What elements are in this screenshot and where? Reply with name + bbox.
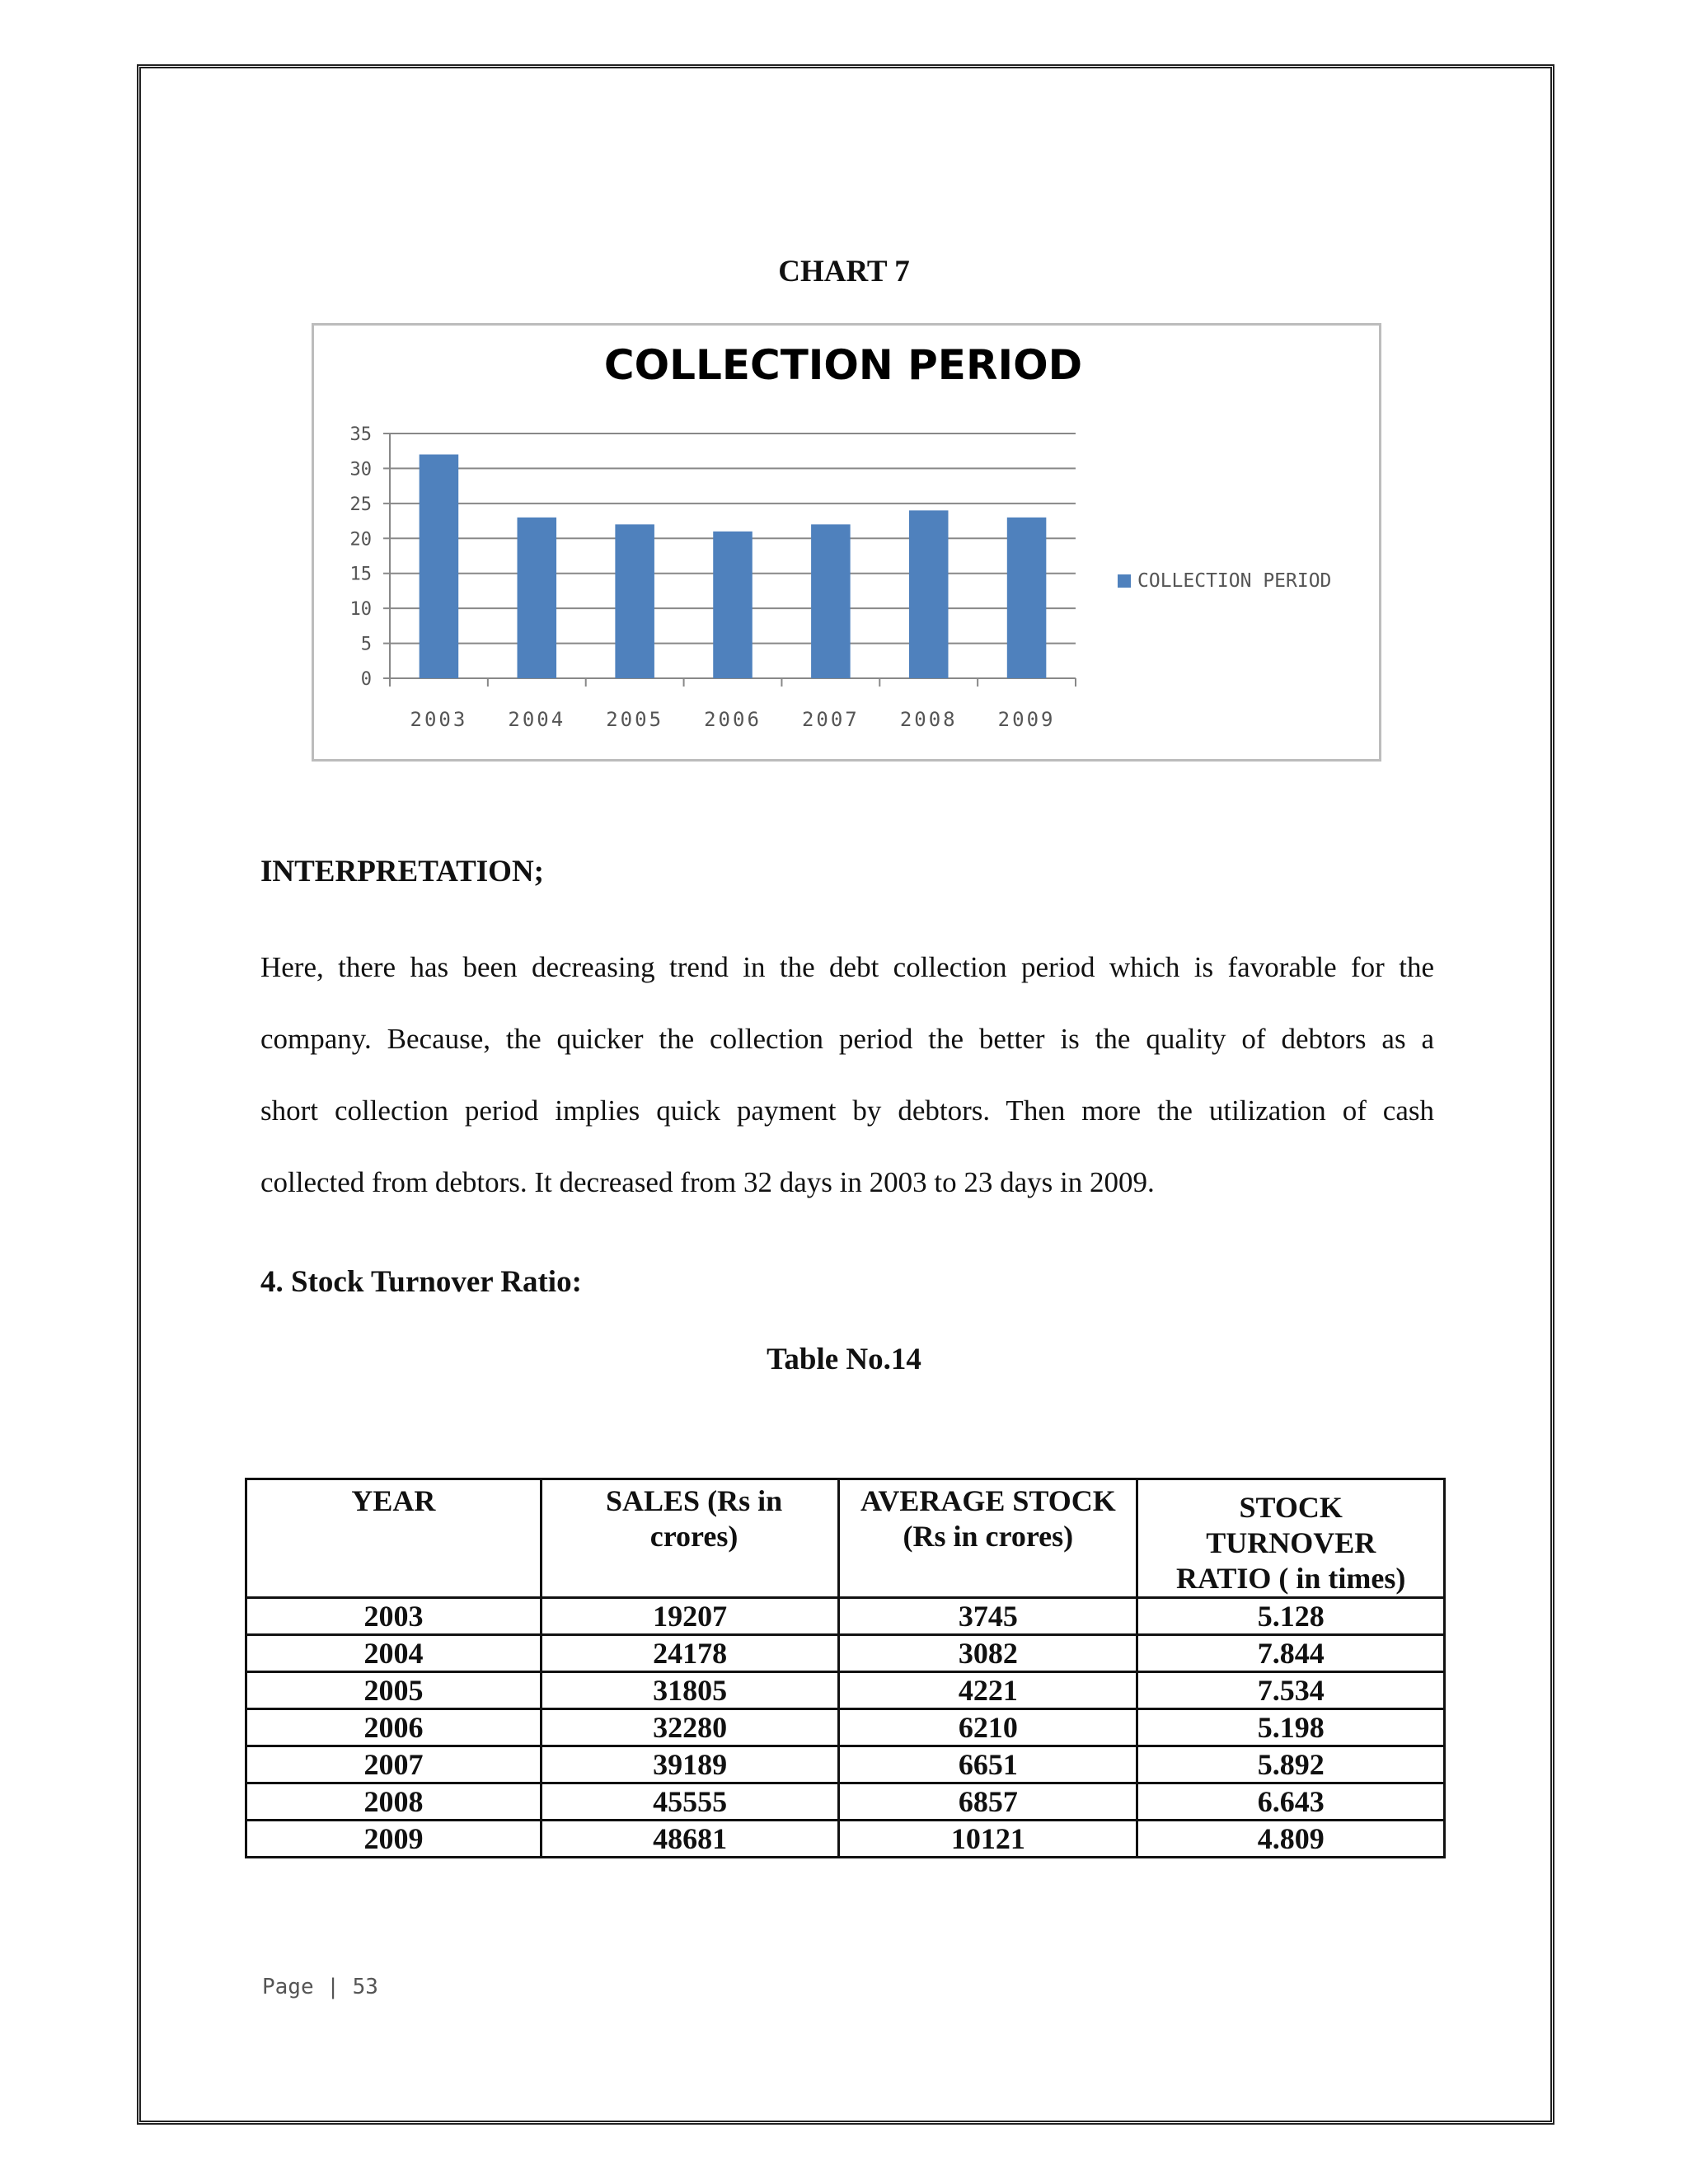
cell-average-stock: 10121	[839, 1821, 1137, 1858]
cell-average-stock: 6651	[839, 1746, 1137, 1783]
cell-ratio: 7.844	[1137, 1635, 1445, 1672]
cell-sales: 31805	[541, 1672, 838, 1709]
chart-legend	[1118, 570, 1331, 592]
y-tick-label: 5	[360, 634, 372, 655]
table-row	[246, 1746, 1445, 1783]
x-tick-label: 2008	[899, 708, 958, 731]
cell-year: 2009	[246, 1821, 542, 1858]
cell-ratio: 5.128	[1137, 1598, 1445, 1635]
interpretation-paragraph	[260, 931, 1434, 1218]
y-tick-label: 30	[349, 459, 372, 480]
y-tick-label: 35	[349, 424, 372, 445]
column-header-average-stock: AVERAGE STOCK (Rs in crores)	[839, 1479, 1137, 1598]
paragraph-line: Here, there has been decreasing trend in the debt collection period which is favorable for the	[260, 951, 1434, 983]
interpretation-heading: INTERPRETATION;	[260, 855, 545, 888]
table-row	[246, 1672, 1445, 1709]
bar-2009	[1007, 518, 1047, 678]
page-number: Page | 53	[262, 1975, 378, 1999]
bar-2008	[909, 510, 949, 678]
cell-year: 2008	[246, 1783, 542, 1821]
cell-sales: 48681	[541, 1821, 838, 1858]
cell-year: 2005	[246, 1672, 542, 1709]
chart-frame	[312, 323, 1381, 762]
table-row	[246, 1635, 1445, 1672]
table-row	[246, 1598, 1445, 1635]
column-header-stock-turnover-ratio: STOCK TURNOVER RATIO ( in times)	[1137, 1479, 1445, 1598]
cell-average-stock: 4221	[839, 1672, 1137, 1709]
y-tick-label: 0	[360, 669, 372, 690]
paragraph-line: collected from debtors. It decreased from 32 days in 2003 to 23 days in 2009.	[260, 1166, 1155, 1198]
cell-average-stock: 3745	[839, 1598, 1137, 1635]
bar-2005	[615, 524, 654, 678]
cell-sales: 39189	[541, 1746, 838, 1783]
legend-swatch	[1118, 574, 1131, 588]
cell-sales: 45555	[541, 1783, 838, 1821]
cell-ratio: 5.198	[1137, 1709, 1445, 1746]
x-tick-label: 2006	[704, 708, 762, 731]
cell-average-stock: 6857	[839, 1783, 1137, 1821]
table-caption: Table No.14	[767, 1343, 921, 1376]
collection-period-chart	[314, 326, 1379, 759]
x-tick-label: 2003	[410, 708, 468, 731]
y-tick-label: 25	[349, 494, 372, 515]
cell-sales: 32280	[541, 1709, 838, 1746]
x-tick-label: 2004	[508, 708, 566, 731]
table-row	[246, 1709, 1445, 1746]
bar-2006	[713, 532, 753, 678]
chart-heading: CHART 7	[778, 255, 910, 288]
stock-turnover-table	[245, 1478, 1446, 1858]
cell-sales: 24178	[541, 1635, 838, 1672]
cell-year: 2003	[246, 1598, 542, 1635]
x-tick-label: 2005	[606, 708, 664, 731]
bar-2004	[518, 518, 557, 678]
cell-average-stock: 3082	[839, 1635, 1137, 1672]
cell-year: 2007	[246, 1746, 542, 1783]
y-tick-label: 15	[349, 564, 372, 585]
cell-year: 2004	[246, 1635, 542, 1672]
y-tick-label: 10	[349, 599, 372, 621]
table-row	[246, 1821, 1445, 1858]
cell-average-stock: 6210	[839, 1709, 1137, 1746]
paragraph-line: short collection period implies quick payment by debtors. Then more the utilization of cash	[260, 1094, 1434, 1127]
cell-ratio: 7.534	[1137, 1672, 1445, 1709]
section-heading: 4. Stock Turnover Ratio:	[260, 1265, 582, 1299]
cell-ratio: 6.643	[1137, 1783, 1445, 1821]
cell-year: 2006	[246, 1709, 542, 1746]
x-tick-label: 2007	[801, 708, 860, 731]
y-tick-label: 20	[349, 529, 372, 551]
x-tick-label: 2009	[997, 708, 1056, 731]
table-header-row	[246, 1479, 1445, 1598]
bar-2003	[420, 454, 459, 678]
cell-sales: 19207	[541, 1598, 838, 1635]
chart-title: COLLECTION PERIOD	[603, 341, 1083, 389]
paragraph-line: company. Because, the quicker the collection period the better is the quality of debtors as a	[260, 1023, 1434, 1055]
table-row	[246, 1783, 1445, 1821]
legend-label: COLLECTION PERIOD	[1137, 570, 1332, 592]
cell-ratio: 5.892	[1137, 1746, 1445, 1783]
column-header-sales: SALES (Rs in crores)	[541, 1479, 838, 1598]
bar-2007	[811, 524, 851, 678]
cell-ratio: 4.809	[1137, 1821, 1445, 1858]
column-header-year: YEAR	[246, 1479, 542, 1598]
